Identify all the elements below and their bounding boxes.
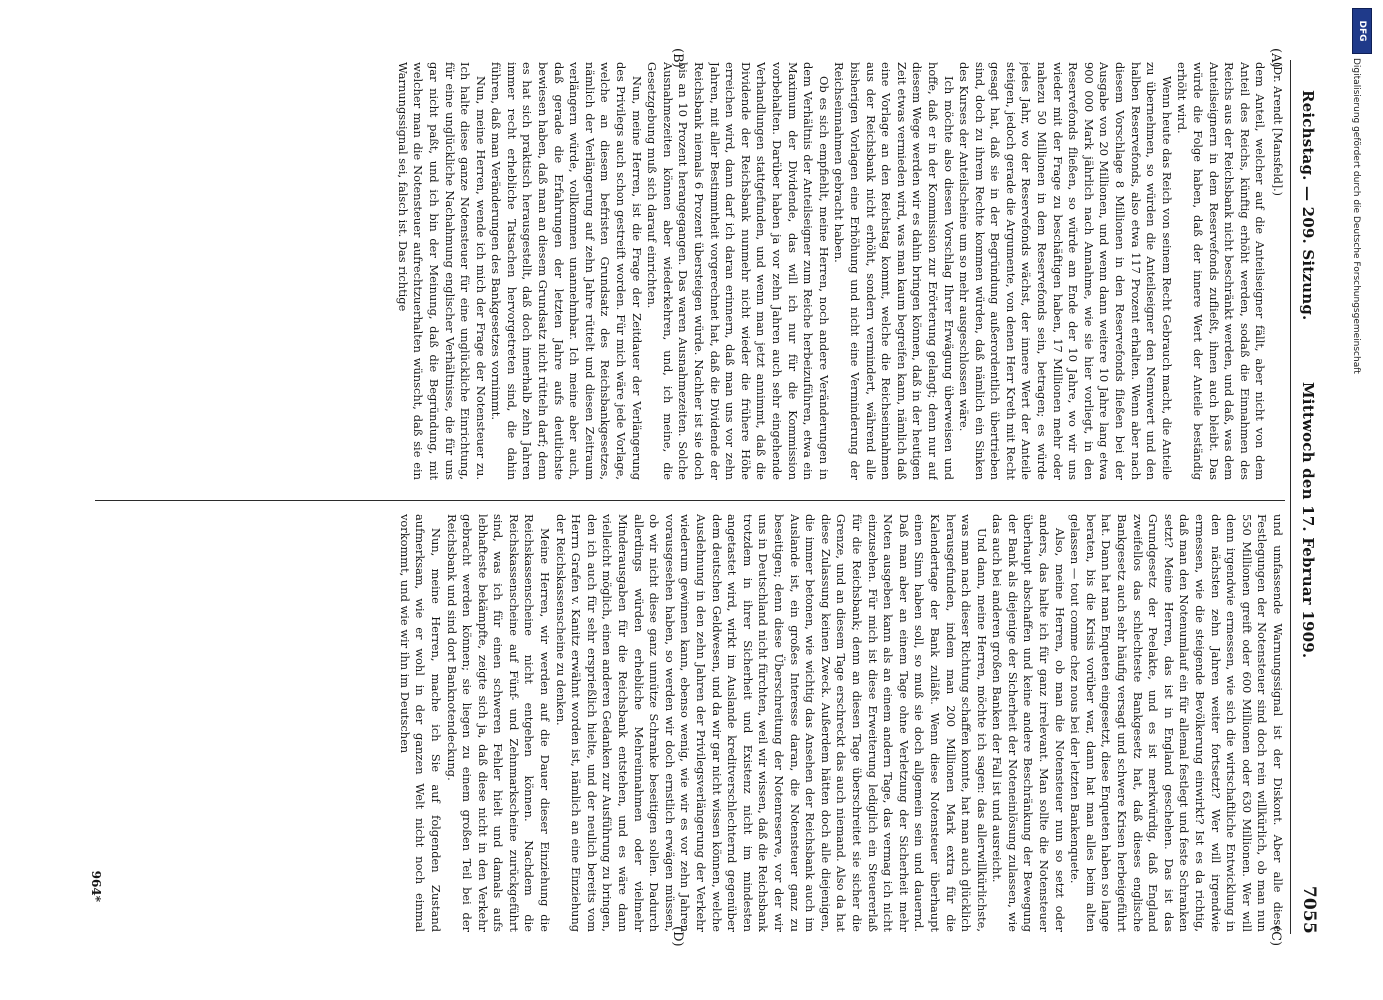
paragraph: Ob es sich empfiehlt, meine Herren, noch andere Veränderungen in dem Verhältnis der Anteilseigner zum Reiche herbeizuführen, etwa ein Maximum der Dividende, das will ich nur für die Kommission vorbehalten. Darüber haben ja vor zehn Jahren auch sehr eingehende Verhandlungen stattgefunden, und wenn man jetzt annimmt, daß die Dividende der Reichsbank nunmehr nicht wieder die frühere Höhe erreichen wird, dann darf ich daran erinnern, daß man uns vor zehn Jahren, mit aller Bestimmtheit vorgerechnet hat, daß die Dividende der Reichsbank niemals 6 Prozent übersteigen würde. Nachher ist sie doch bis an 10 Prozent herangegangen. Das waren Ausnahmezeiten. Solche Ausnahmezeiten können aber wiederkehren, und, ich meine, die Gesetzgebung muß sich darauf einrichten. <box>645 62 831 480</box>
margin-marker-d: (D) <box>670 926 685 947</box>
running-head <box>1291 52 1325 942</box>
paragraph: Also, meine Herren, ob man die Notensteuer nun so setzt oder anders, das halte ich für ganz irrelevant. Man sollte die Notensteuer überhaupt abschaffen und keine andere Beschränkung der Bewegung der Bank als diejenige der Sicherheit der Noteneinlösung zulassen, wie das auch bei anderen großen Banken der Fall ist und ausreicht. <box>990 514 1067 932</box>
margin-marker-c: (C) <box>1268 926 1283 947</box>
paragraph: und umfassende Warnungssignal ist der Diskont. Aber alle diese Festlegungen der Notensteuer sind doch rein willkürlich, ob man nun 550 Millionen greift oder 600 Millionen oder 630 Millionen. Wer will denn irgendwie ermessen, wie sich die wirtschaftliche Entwicklung in den nächsten zehn Jahren weiter fortsetzt? Wer will irgendwie ermessen, wie die steigende Bevölkerung einwirkt? Ist es da richtig, daß man den Notenumlauf ein für allemal festlegt und feste Schranken setzt? Meine Herren, das ist in England geschehen. Das ist das Grundgesetz der Peelakte, und es ist merkwürdig, daß England zweifellos das schlechteste Bankgesetz hat, daß dieses englische Bankgesetz auch sehr häufig versagt und schwere Krisen herbeigeführt hat. Dann hat man Enqueten eingesetzt, diese Enqueten haben so lange beraten, bis die Krisis vorüber war, dann hat man alles beim alten gelassen — tout comme chez nous bei der letzten Bankenquete. <box>1068 514 1285 932</box>
header-rule <box>1290 60 1291 934</box>
reichstag-page <box>85 48 1325 947</box>
margin-marker-a: (A) <box>1268 48 1283 68</box>
dfg-logo-text: DFG <box>1357 20 1367 42</box>
paragraph: dem Anteil, welcher auf die Anteilseigner fällt, aber nicht von dem Anteil des Reichs, künftig erhöht werden, sodaß die Einnahmen des Reichs aus der Reichsbank nicht beschränkt werden, und daß, was dem Anteilseignern in dem Reservefonds zufließt, ihnen auch bleibt. Das würde die Folge haben, daß der innere Wert der Anteile beständig erhöht wird. <box>1175 62 1268 480</box>
column-divider <box>95 500 1285 501</box>
left-column <box>95 62 1285 480</box>
scanned-page-frame <box>85 48 1325 947</box>
header-date: Mittwoch den 17. Februar 1909. <box>1299 382 1317 659</box>
paragraph: Ich möchte also diesen Vorschlag Ihrer Erwägung überweisen und hoffe, daß er in der Kommission zur Erörterung gelangt; denn nur auf diesem Wege werden wir es dahin bringen können, daß in der heutigen Zeit etwas vermieden wird, was man kaum begreifen kann, nämlich daß eine Vorlage an den Reichstag kommt, welche die Reichseinnahmen aus der Reichsbank nicht erhöht, sondern vermindert, während alle bisherigen Vorlagen eine Erhöhung und nicht eine Verminderung der Reichseinnahmen gebracht haben. <box>832 62 956 480</box>
dfg-stamp <box>1352 8 1376 628</box>
paragraph: Meine Herren, wir werden auf die Dauer dieser Einziehung die Reichskassenscheine nicht entgehen können. Nachdem die Reichskassenscheine auf Fünf- und Zehnmarkscheine zurückgeführt sind, was ich für einen schweren Fehler hielt und damals aufs lebhafteste bekämpfte, zeigte sich ja, daß diese nicht in den Verkehr gebracht werden können; sie liegen zu einem großen Teil bei der Reichsbank und sind dort Banknotendeckung. <box>444 514 553 932</box>
speaker-attribution: (Dr. Arendt [Mansfeld].) <box>1271 62 1284 196</box>
page-number: 7055 <box>1299 885 1319 934</box>
folio-number: 964* <box>89 870 103 902</box>
right-column <box>95 514 1285 932</box>
paragraph: Wenn heute das Reich von seinem Recht Gebrauch macht, die Anteile zu übernehmen, so würden die Anteilseigner den Nennwert und den halben Reservefonds, also etwa 117 Prozent erhalten. Wenn aber nach diesem Vorschlage 8 Millionen in den Reservefonds fließen bei der Ausgabe von 20 Millionen, und wenn dann weitere 10 Jahre lang etwa 900 000 Mark jährlich nach Annahme, wie sie hier vorliegt, in den Reservefonds fließen, so würde am Ende der 10 Jahre, wo wir uns wieder mit der Frage zu beschäftigen haben, 17 Millionen mehr oder nahezu 50 Millionen in dem Reservefonds sein, betragen; es würde jedes Jahr, wo der Reservefonds wächst, der innere Wert der Anteile steigen, jedoch gerade die Argumente, von denen Herr Kreth mit Recht gesagt hat, daß sie in der Begründung außerordentlich übertrieben sind, doch zu ihrem Rechte kommen würden, daß nämlich ein Sinken des Kurses der Anteilscheine um so mehr ausgeschlossen wäre. <box>957 62 1174 480</box>
paragraph: Nun, meine Herren, ist die Frage der Zeitdauer der Verlängerung des Privilegs auch schon gestreift worden. Für mich wäre jede Vorlage, welche an diesem befristen Grundsatz des Reichsbankgesetzes, nämlich der Verlängerung auf zehn Jahre rüttelt und diesen Zeitraum verlängern würde, vollkommen unannehmbar. Ich meine aber auch, daß gerade die Erfahrungen der letzten Jahre aufs deutlichste bewiesen haben, daß man an diesem Grundsatz nicht rütteln darf; denn es hat sich praktisch herausgestellt, daß doch innerhalb zehn Jahren immer recht erhebliche Tatsachen hervorgetreten sind, die dahin führen, daß man Veränderungen des Bankgesetzes vornimmt. <box>489 62 644 480</box>
digitization-credit: Digitalisierung gefördert durch die Deutsche Forschungsgemeinschaft <box>1351 58 1361 374</box>
paragraph: Nun, meine Herren, wende ich mich der Frage der Notensteuer zu. Ich halte diese ganze Notensteuer für eine unglückliche Einrichtung, für eine unglückliche Nachahmung englischer Verhältnisse, die für uns gar nicht paßt, und ich bin der Meinung, daß die Begründung, mit welcher man die Notensteuer aufrechtzuerhalten wünscht, daß sie ein Warnungssignal sei, falsch ist. Das richtige <box>395 62 488 480</box>
paragraph: Und dann, meine Herren, möchte ich sagen: das allerwillkürlichste, was man nach dieser Richtung schaffen konnte, hat man auch glücklich herausgefunden, indem man 200 Millionen Mark extra für die Kalendertage der Bank zuläßt. Wenn diese Notensteuer überhaupt einen Sinn haben soll, so muß sie doch allgemein sein und dauernd. Daß man aber an einem Tage ohne Verletzung der Sicherheit mehr Noten ausgeben kann als an einem andern Tage, das vermag ich nicht einzusehen. Für mich ist diese Erweiterung lediglich ein Steuererlaß für die Reichsbank; denn an diesen Tage überschreitet sie sicher die Grenze, und an diesem Tage erschreckt das auch niemand. Also da hat diese Zulassung keinen Zweck. Außerdem hätten doch alle diejenigen, die immer betonen, wie wichtig das Ansehen der Reichsbank auch im Auslande ist, ein großes Interesse daran, die Notensteuer ganz zu beseitigen; denn diese Überschreitung der Notenreserve, vor der wir uns in Deutschland nicht fürchten, weil wir wissen, daß die Reichsbank trotzdem in ihrer Sicherheit und Existenz nicht im mindesten angetastet wird, wirkt im Auslande kreditverschlechternd gegenüber dem deutschen Geldwesen, und da wir gar nicht wissen können, welche Ausdehnung in den zehn Jahren der Privilegsverlängerung der Verkehr wiederum gewinnen kann, ebenso wenig, wie wir es vor zehn Jahren vorausgesehen haben, so werden wir doch ernstlich erwägen müssen, ob wir nicht diese ganz unnütze Schranke beseitigen sollen. Dadurch allerdings würden erhebliche Mehreinnahmen oder vielmehr Minderausgaben für die Reichsbank entstehen, und es wäre dann vielleicht möglich, einen anderen Gedanken zur Ausführung zu bringen, den ich auch für sehr ersprießlich hielte, und der neulich bereits vom Herrn Grafen v. Kanitz erwähnt worden ist, nämlich an eine Einziehung der Reichskassenscheine zu denken. <box>553 514 989 932</box>
header-session: Reichstag. — 209. Sitzung. <box>1299 90 1317 321</box>
paragraph: Nun, meine Herren, mache ich Sie auf folgenden Zustand aufmerksam, wie er wohl in der ganzen Welt nicht noch einmal vorkommt, und wie wir ihn im Deutschen <box>397 514 443 932</box>
dfg-logo-icon <box>1352 8 1372 54</box>
margin-marker-b: (B) <box>670 48 685 68</box>
